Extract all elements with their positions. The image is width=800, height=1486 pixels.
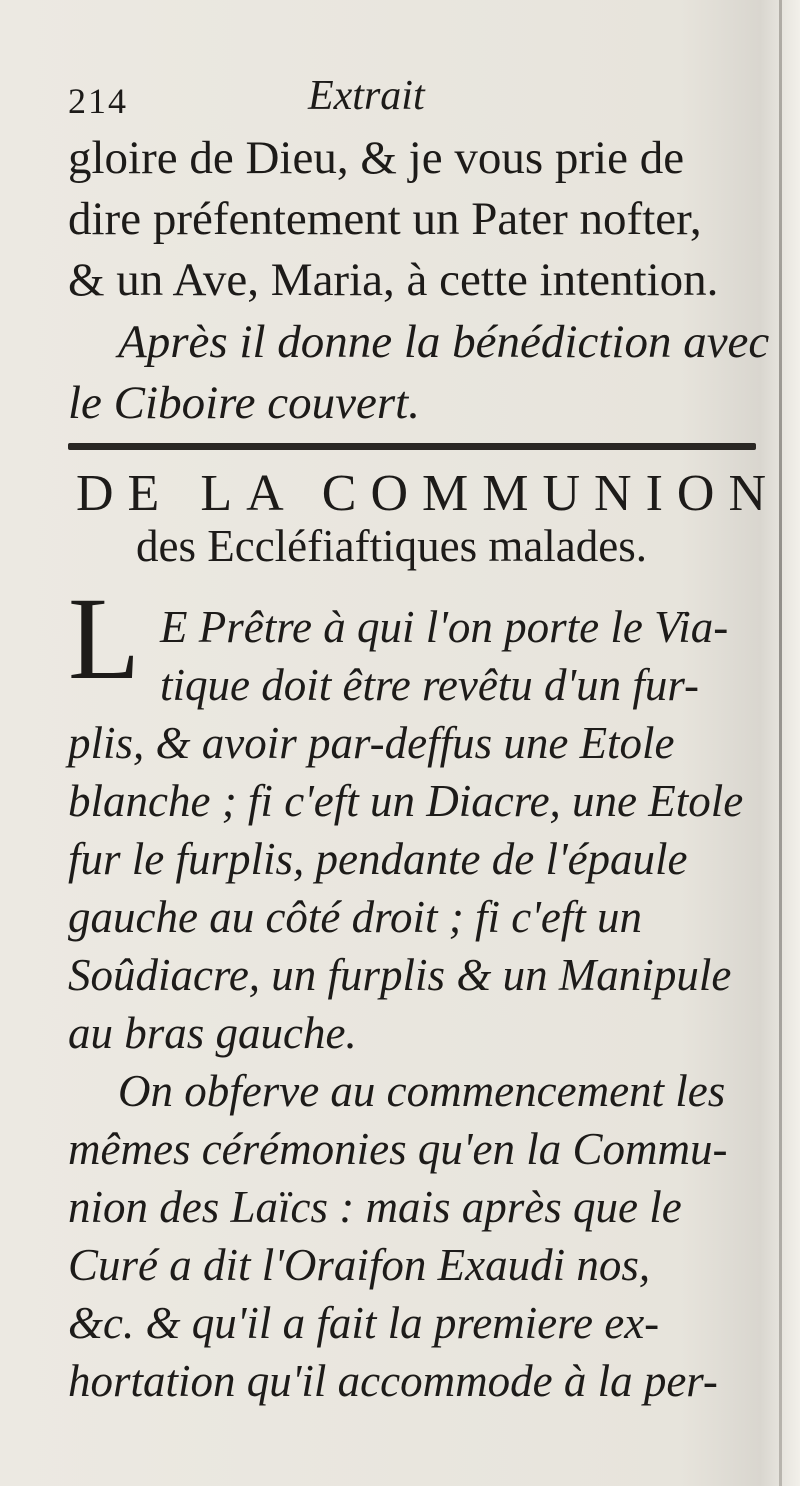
running-head: Extrait xyxy=(308,73,425,119)
text-line-3: & un Ave, Maria, à cette intention. xyxy=(68,254,719,306)
body-line: nion des Laïcs : mais après que le xyxy=(68,1182,682,1232)
body-line: &c. & qu'il a fait la premiere ex- xyxy=(68,1298,660,1348)
body-line: au bras gauche. xyxy=(68,1008,357,1058)
text-line-4: Après il donne la bénédiction avec xyxy=(118,316,770,368)
page-edge xyxy=(779,0,782,1486)
body-line: blanche ; fi c'eft un Diacre, une Etole xyxy=(68,776,744,826)
body-line: hortation qu'il accommode à la per- xyxy=(68,1356,718,1406)
body-line: tique doit être revêtu d'un fur- xyxy=(160,660,700,710)
section-rule xyxy=(68,443,756,450)
body-line: plis, & avoir par-deffus une Etole xyxy=(68,718,675,768)
section-title: DE LA COMMUNION xyxy=(76,465,780,522)
section-subtitle: des Eccléfiaftiques malades. xyxy=(136,521,648,571)
body-line: Curé a dit l'Oraifon Exaudi nos, xyxy=(68,1240,651,1290)
body-line: fur le furplis, pendante de l'épaule xyxy=(68,834,688,884)
body-line: On obferve au commencement les xyxy=(118,1066,726,1116)
text-line-5: le Ciboire couvert. xyxy=(68,377,420,429)
body-line: E Prêtre à qui l'on porte le Via- xyxy=(160,602,729,652)
text-line-1: gloire de Dieu, & je vous prie de xyxy=(68,132,685,184)
page-number: 214 xyxy=(68,81,128,121)
page-header xyxy=(68,72,708,122)
body-line: gauche au côté droit ; fi c'eft un xyxy=(68,892,643,942)
body-line: Soûdiacre, un furplis & un Manipule xyxy=(68,950,732,1000)
text-line-2: dire préfentement un Pater nofter, xyxy=(68,193,702,245)
body-line: mêmes cérémonies qu'en la Commu- xyxy=(68,1124,728,1174)
drop-cap: L xyxy=(68,573,141,704)
